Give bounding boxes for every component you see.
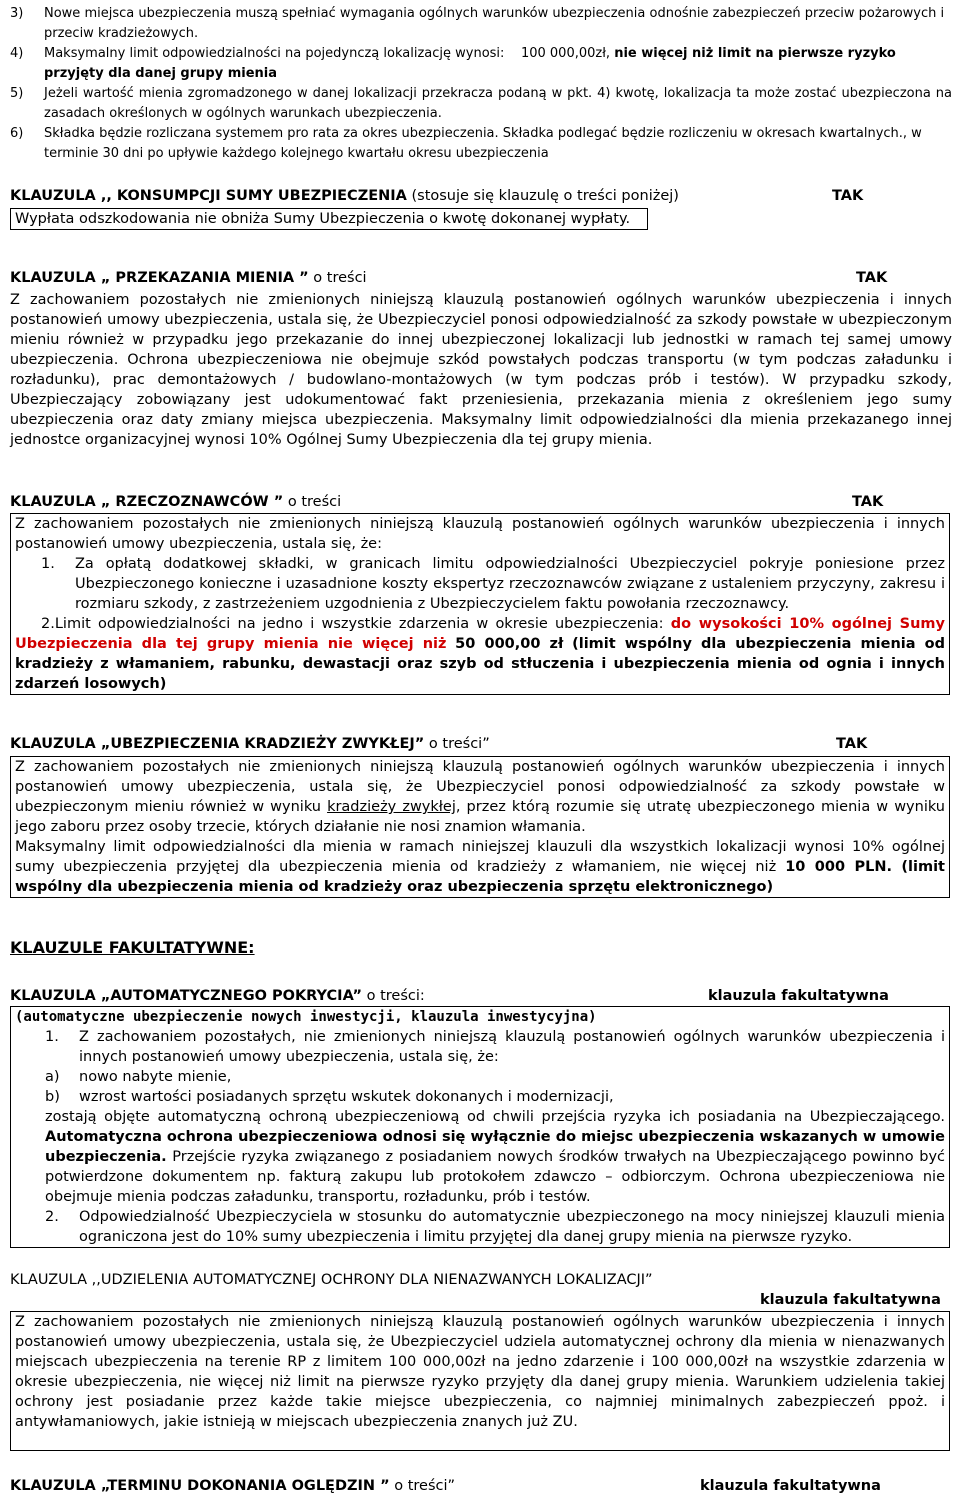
list-number: 5) [10, 86, 24, 101]
limit-text: Maksymalny limit odpowiedzialności dla mienia w ramach niniejszej klauzuli dla wszystkich lokalizacji wynosi 10% ogólnej sumy ubezpieczenia przyjętej dla ubezpieczenia mienia od kradzieży z włamaniem, nie więcej niż [15, 839, 945, 875]
clause-suffix: o treści” [394, 1478, 456, 1494]
clause-body: Z zachowaniem pozostałych nie zmienionych niniejszą klauzulą postanowień ogólnych warunków ubezpieczenia i innych postanowień umowy ubezpieczenia, ustala się, że Ubezpieczyciel ponosi odpowiedzialność za szkody powstałe w ubezpieczonym mieniu również w przypadku jego przekazanie do innej ubezpieczonej lokalizacji lub jednostki w ramach tej samej umowy ubezpieczenia. Ochrona ubezpieczeniowa nie obejmuje szkód powstałych podczas transportu (w tym podczas załadunku i rozładunku), prac demontażowych / budowlano-montażowych (w tym podczas prób i testów). W przypadku szkody, Ubezpieczający zobowiązany jest udokumentować fakt przeniesienia, przekazania mienia z określeniem jego sumy ubezpieczenia oraz daty zmiany miejsca ubezpieczenia. Maksymalny limit odpowiedzialności dla mienia przekazanego innej jednostce organizacyjnej wynosi 10% Ogólnej Sumy Ubezpieczenia dla tej grupy mienia. [10, 292, 952, 448]
section-heading: KLAUZULE FAKULTATYWNE: [10, 938, 255, 957]
limit-condition: nie więcej niż limit na pierwsze ryzyko przyjęty dla danej grupy mienia [44, 46, 896, 81]
intro-list [10, 4, 952, 164]
list-text [44, 44, 952, 84]
clause-suffix: o treści [313, 270, 367, 286]
list-item [10, 4, 952, 44]
clause-body [15, 757, 945, 837]
clause-box [10, 513, 950, 695]
clause-title: KLAUZULA „AUTOMATYCZNEGO POKRYCIA” [10, 988, 362, 1004]
list-text: Składka będzie rozliczana systemem pro rata za okres ubezpieczenia. Składka podlegać będzie rozliczeniu w okresach kwartalnych., w terminie 30 dni po upływie każdego kolejnego kwartału okresu ubezpieczenia [44, 126, 922, 161]
list-item [15, 1067, 945, 1087]
clause-tag: TAK [852, 494, 884, 510]
list-item [15, 1027, 945, 1067]
clause-subtitle: (automatyczne ubezpieczenie nowych inwestycji, klauzula inwestycyjna) [15, 1009, 597, 1025]
clause-box: Wypłata odszkodowania nie obniża Sumy Ubezpieczenia o kwotę dokonanej wypłaty. [10, 208, 648, 230]
clause-title: KLAUZULA „UBEZPIECZENIA KRADZIEŻY ZWYKŁEJ” [10, 736, 425, 752]
limit-paragraph [15, 614, 945, 694]
list-item [10, 124, 952, 164]
clause-text: zostają objęte automatyczną ochroną ubezpieczeniową od chwili przejścia ryzyka ich posiadania na Ubezpieczającego. [45, 1109, 945, 1125]
limit-condition: (limit wspólny dla ubezpieczenia mienia od kradzieży z włamaniem, rabunku, dewastacji oraz szyb od stłuczenia i ubezpieczenia mienia od ognia i innych zdarzeń losowych) [15, 636, 946, 692]
clause-tag: klauzula fakultatywna [708, 988, 889, 1004]
clause-title: KLAUZULA „TERMINU DOKONANIA OGLĘDZIN ” [10, 1478, 390, 1494]
clause-tag: TAK [856, 270, 888, 286]
list-text: Odpowiedzialność Ubezpieczyciela w stosunku do automatycznie ubezpieczonego na mocy niniejszej klauzuli mienia ograniczona jest do 10% sumy ubezpieczenia i limitu przyjętej dla danej grupy mienia na pierwsze ryzyko. [79, 1209, 945, 1245]
clause-text: Przejście ryzyka związanego z posiadaniem nowych środków trwałych na Ubezpieczającego powinno być potwierdzone dokumentem np. fakturą zakupu lub protokołem zdawczo – odbiorczym. Ochrona ubezpieczeniowa nie obejmuje mienia podczas załadunku, transportu, rozładunku, prób i testów. [45, 1149, 945, 1205]
list-item [15, 1207, 945, 1247]
list-number: 4) [10, 46, 24, 61]
limit-paragraph [15, 837, 945, 897]
clause-tag: klauzula fakultatywna [760, 1292, 941, 1308]
list-text: Jeżeli wartość mienia zgromadzonego w danej lokalizacji przekracza podaną w pkt. 4) kwotę, lokalizacja ta może zostać ubezpieczona na zasadach określonych w ogólnych warunkach ubezpieczenia. [44, 86, 952, 121]
list-number: 1. [41, 556, 55, 572]
clause-suffix: o treści: [366, 988, 425, 1004]
clause-title: KLAUZULA ,,UDZIELENIA AUTOMATYCZNEJ OCHRONY DLA NIENAZWANYCH LOKALIZACJI” [10, 1272, 653, 1288]
clause-title: KLAUZULA „ PRZEKAZANIA MIENIA ” [10, 270, 309, 286]
limit-text: 2.Limit odpowiedzialności na jedno i wszystkie zdarzenia w okresie ubezpieczenia: [41, 616, 664, 632]
clause-term: kradzieży zwykłej [327, 799, 456, 815]
list-text: nowo nabyte mienie, [79, 1069, 232, 1085]
list-item [10, 84, 952, 124]
list-text: wzrost wartości posiadanych sprzętu wskutek dokonanych i modernizacji, [79, 1089, 614, 1105]
clause-header-przekazanie [10, 268, 942, 288]
clause-box [10, 756, 950, 898]
list-text: Za opłatą dodatkowej składki, w granicach limitu odpowiedzialności Ubezpieczyciel pokryje poniesione przez Ubezpieczonego konieczne i uzasadnione koszty ekspertyz rzeczoznawców związane z ustaleniem przyczyny, zakresu i rozmiaru szkody, z zastrzeżeniem uzgodnienia z Ubezpieczycielem faktu powołania rzeczoznawcy. [75, 556, 945, 612]
list-number: 6) [10, 126, 24, 141]
clause-title: KLAUZULA ,, KONSUMPCJI SUMY UBEZPIECZENIA [10, 188, 407, 204]
list-item [10, 44, 952, 84]
list-number: 2. [45, 1209, 59, 1225]
clause-box [10, 1006, 950, 1248]
clause-tag: TAK [832, 188, 864, 204]
clause-highlight: Automatyczna ochrona ubezpieczeniowa odnosi się wyłącznie do miejsc ubezpieczenia wskazanych w umowie ubezpieczenia. [45, 1129, 945, 1165]
limit-amount: 50 000,00 zł [455, 636, 564, 652]
list-item [15, 554, 945, 614]
clause-header-konsumpcja [10, 186, 942, 206]
clause-header-rzeczoznawcy [10, 492, 942, 512]
limit-amount: 10 000 PLN. (limit wspólny dla ubezpieczenia mienia od kradzieży oraz ubezpieczenia sprzętu elektronicznego) [15, 859, 945, 895]
list-number: 1. [45, 1029, 59, 1045]
clause-box: Z zachowaniem pozostałych nie zmienionych niniejszą klauzulą postanowień ogólnych warunków ubezpieczenia i innych postanowień umowy ubezpieczenia, ustala się, że Ubezpieczyciel udziela automatycznej ochrony dla mienia w nienazwanych miejscach ubezpieczenia na terenie RP z limitem 100 000,00zł na jedno zdarzenie i 100 000,00zł na wszystkie zdarzenia w okresie ubezpieczenia, nie więcej niż limit na pierwsze ryzyko przyjęty dla danej grupy mienia. Warunkiem udzielenia takiej ochrony jest posiadanie przez każde takie miejsce ubezpieczenia, co najmniej minimalnych zabezpieczeń ppoż. i antywłamaniowych, jakie istnieją w miejscach ubezpieczenia znanych już ZU. [10, 1311, 950, 1451]
clause-suffix: o treści [287, 494, 342, 510]
list-number: b) [45, 1089, 60, 1105]
clause-title: KLAUZULA „ RZECZOZNAWCÓW ” [10, 494, 284, 510]
clause-header-kradziez [10, 734, 942, 754]
clause-body [15, 1107, 945, 1207]
clause-text: Z zachowaniem pozostałych nie zmienionych niniejszą klauzulą postanowień ogólnych warunków ubezpieczenia i innych postanowień umowy ubezpieczenia, ustala się, że Ubezpieczyciel ponosi odpowiedzialność za szkody powstałe w ubezpieczonym mieniu również w wyniku [15, 759, 945, 815]
clause-intro: Z zachowaniem pozostałych nie zmienionych niniejszą klauzulą postanowień ogólnych warunków ubezpieczenia i innych postanowień umowy ubezpieczenia, ustala się, że: [15, 516, 945, 552]
list-number: a) [45, 1069, 60, 1085]
clause-suffix: o treści” [428, 736, 490, 752]
limit-text: Maksymalny limit odpowiedzialności na pojedynczą lokalizację wynosi: [44, 46, 505, 61]
list-text: Nowe miejsca ubezpieczenia muszą spełniać wymagania ogólnych warunków ubezpieczenia odnośnie zabezpieczeń przeciw pożarowych i przeciw kradzieżowych. [44, 6, 945, 41]
list-text: Z zachowaniem pozostałych, nie zmienionych niniejszą klauzulą postanowień ogólnych warunków ubezpieczenia i innych postanowień umowy ubezpieczenia, ustala się, że: [79, 1029, 945, 1065]
list-number: 3) [10, 6, 24, 21]
clause-tag: TAK [836, 736, 868, 752]
limit-amount: 100 000,00zł, [520, 46, 611, 61]
clause-tag: klauzula fakultatywna [700, 1478, 881, 1494]
clause-text: , przez którą rozumie się utratę ubezpieczonego mienia w wyniku jego zaboru przez osoby trzecie, których działanie nie nosi znamion włamania. [15, 799, 946, 835]
list-item [15, 1087, 945, 1107]
clause-note: (stosuje się klauzulę o treści poniżej) [411, 188, 679, 204]
limit-highlight: do wysokości 10% ogólnej Sumy Ubezpieczenia dla tej grupy mienia nie więcej niż [15, 616, 945, 652]
